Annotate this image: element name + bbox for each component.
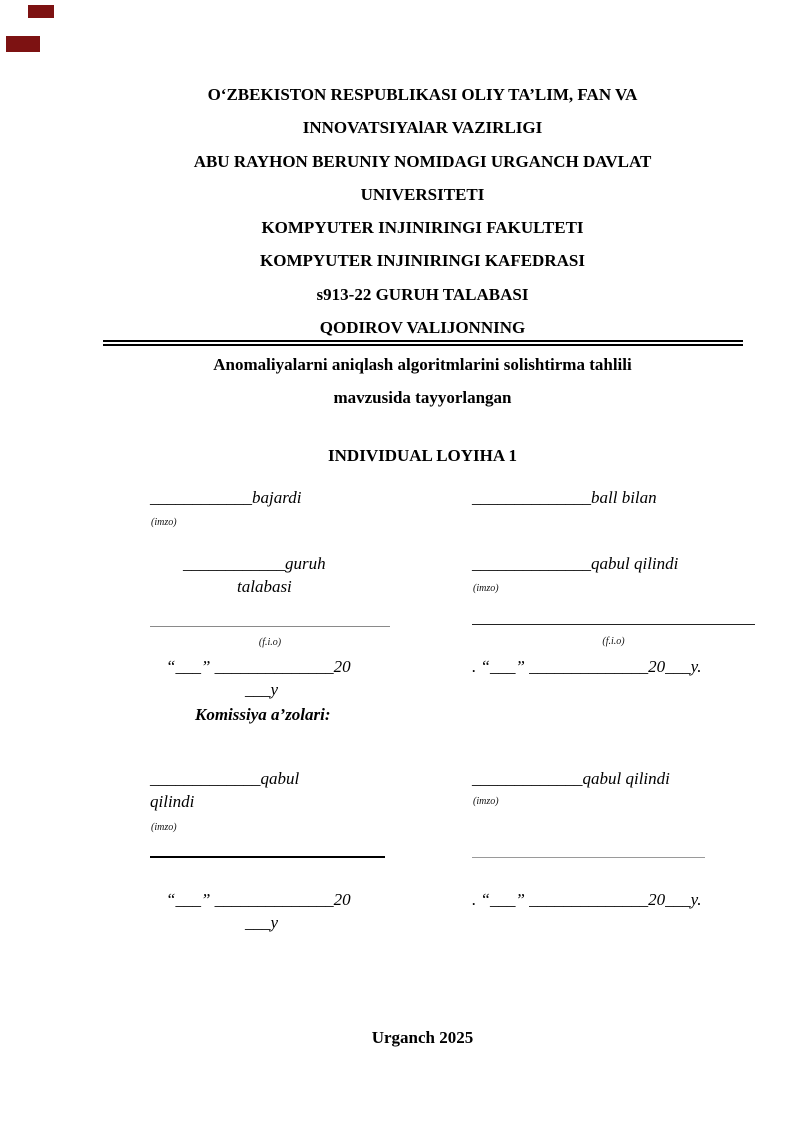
- fio-signature-line: [472, 624, 755, 625]
- header-line: KOMPYUTER INJINIRINGI KAFEDRASI: [260, 251, 585, 271]
- imzo-label: (imzo): [151, 822, 177, 833]
- project-title: INDIVIDUAL LOYIHA 1: [328, 446, 517, 465]
- fio-label: (f.i.o): [602, 636, 625, 647]
- redaction-mark: [28, 5, 54, 18]
- blank-qabul: _____________qabul: [150, 769, 300, 788]
- commission-heading: Komissiya a’zolari:: [195, 705, 331, 724]
- topic-line-1: Anomaliyalarni aniqlash algoritmlarini solishtirma tahlili: [213, 355, 632, 374]
- header-line: O‘ZBEKISTON RESPUBLIKASI OLIY TA’LIM, FAN VA: [207, 85, 638, 104]
- header-line: ABU RAYHON BERUNIY NOMIDAGI URGANCH DAVLAT: [193, 151, 652, 171]
- imzo-label: (imzo): [151, 517, 177, 528]
- footer-city-year: Urganch 2025: [371, 1028, 474, 1047]
- date-blank: . “___” ______________20___y.: [472, 890, 702, 909]
- header-line: s913-22 GURUH TALABASI: [316, 284, 529, 304]
- imzo-label: (imzo): [473, 583, 499, 594]
- signature-line: [150, 856, 385, 858]
- fio-label: (f.i.o): [258, 637, 282, 648]
- double-rule-divider: [103, 340, 743, 346]
- topic-line-2: mavzusida tayyorlangan: [333, 388, 512, 407]
- blank-guruh: ____________guruh: [183, 554, 326, 573]
- blank-qabul-qilindi: ______________qabul qilindi: [472, 554, 679, 573]
- topic-block: [100, 348, 745, 414]
- blank-qabul-qilindi: _____________qabul qilindi: [472, 769, 670, 788]
- header-line: QODIROV VALIJONNING: [319, 318, 526, 338]
- blank-qilindi: qilindi: [150, 792, 195, 811]
- blank-bajardi: ____________bajardi: [150, 488, 302, 507]
- date-blank: “___” ______________20: [166, 890, 351, 909]
- header-line: UNIVERSITETI: [360, 184, 485, 204]
- date-blank: “___” ______________20: [166, 657, 351, 676]
- date-blank-year: ___y: [245, 680, 279, 699]
- header-line: INNOVATSIYAlAR VAZIRLIGI: [302, 118, 543, 138]
- date-blank: . “___” ______________20___y.: [472, 657, 702, 676]
- blank-ball-bilan: ______________ball bilan: [472, 488, 657, 507]
- blank-talabasi: talabasi: [237, 577, 292, 596]
- signature-line: [472, 857, 705, 858]
- document-header: [100, 78, 745, 344]
- fio-signature-line: [150, 626, 390, 627]
- header-line: KOMPYUTER INJINIRINGI FAKULTETI: [261, 218, 584, 238]
- imzo-label: (imzo): [473, 796, 499, 807]
- redaction-mark: [6, 36, 40, 52]
- date-blank-year: ___y: [245, 913, 279, 932]
